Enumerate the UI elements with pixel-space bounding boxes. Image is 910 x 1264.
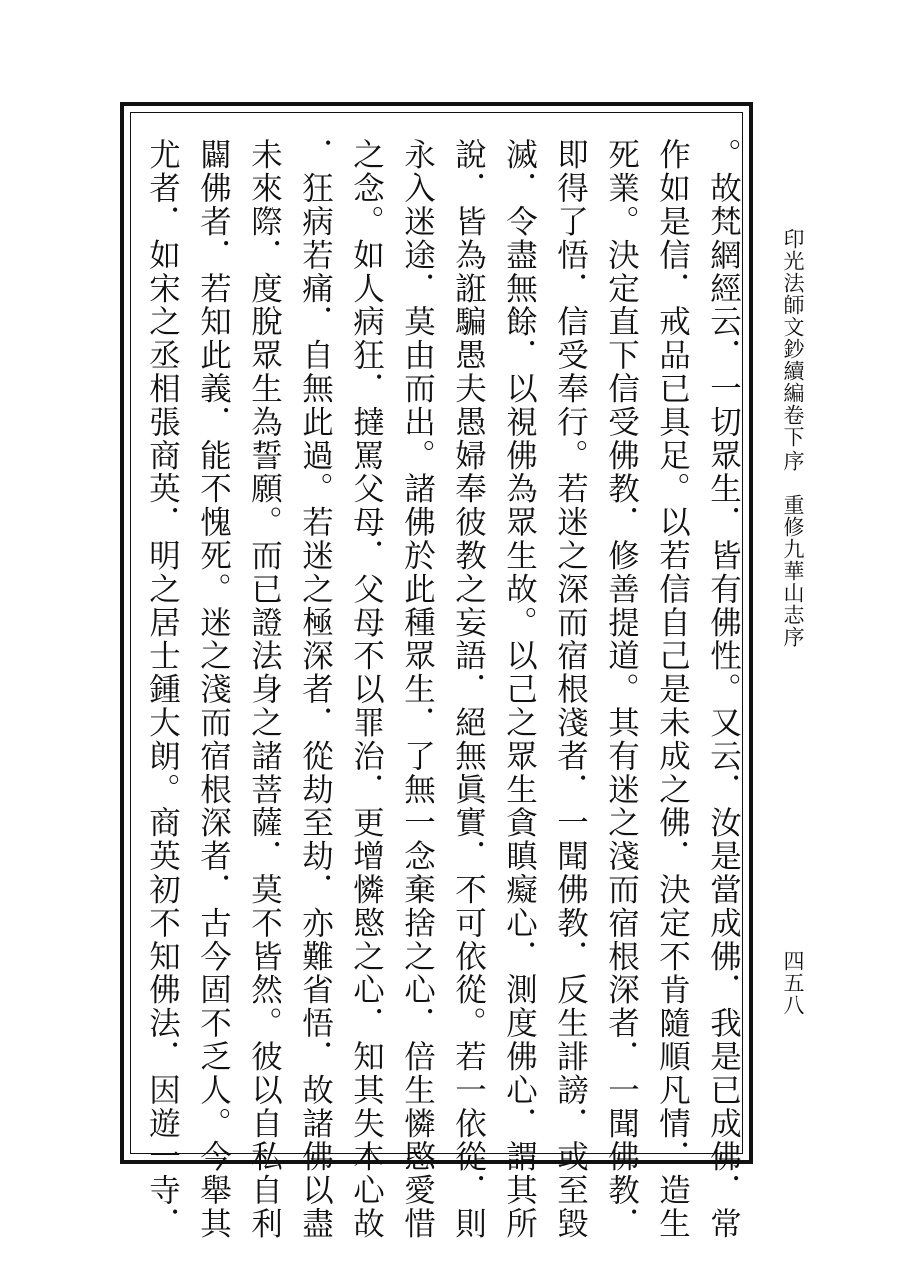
text-column-12: 尤者．如宋之丞相張商英．明之居士鍾大朗。商英初不知佛法．因遊一寺． bbox=[144, 138, 181, 1241]
section-title: 序 重修九華山志序 bbox=[781, 450, 805, 648]
text-column-9: ．狂病若痛．自無此過。若迷之極深者．從劫至劫．亦難省悟．故諸佛以盡 bbox=[297, 138, 334, 1241]
text-column-11: 闢佛者．若知此義．能不愧死。迷之淺而宿根深者．古今固不乏人。今舉其 bbox=[195, 138, 232, 1241]
text-column-1: 。故梵網經云．一切眾生．皆有佛性。又云．汝是當成佛．我是已成佛．常 bbox=[705, 138, 742, 1241]
text-column-5: 滅．令盡無餘．以視佛為眾生故。以己之眾生貪瞋癡心．測度佛心．謂其所 bbox=[501, 138, 538, 1241]
text-column-7: 永入迷途．莫由而出。諸佛於此種眾生．了無一念棄捨之心．倍生憐愍愛惜 bbox=[399, 138, 436, 1241]
text-column-8: 之念。如人病狂．撻罵父母．父母不以罪治．更增憐愍之心．知其失本心故 bbox=[348, 138, 385, 1241]
text-column-6: 說．皆為誑騙愚夫愚婦奉彼教之妄語．絕無眞實．不可依從。若一依從．則 bbox=[450, 138, 487, 1241]
text-column-10: 未來際．度脫眾生為誓願。而已證法身之諸菩薩．莫不皆然。彼以自私自利 bbox=[246, 138, 283, 1241]
page-number: 四五八 bbox=[781, 950, 805, 1016]
book-title: 印光法師文鈔續編卷下 bbox=[781, 228, 805, 448]
text-column-2: 作如是信．戒品已具足。以若信自己是未成之佛．決定不肯隨順凡情．造生 bbox=[654, 138, 691, 1241]
text-column-4: 即得了悟．信受奉行。若迷之深而宿根淺者．一聞佛教．反生誹謗．或至毀 bbox=[552, 138, 589, 1241]
text-column-3: 死業。決定直下信受佛教．修善提道。其有迷之淺而宿根深者．一聞佛教． bbox=[603, 138, 640, 1241]
